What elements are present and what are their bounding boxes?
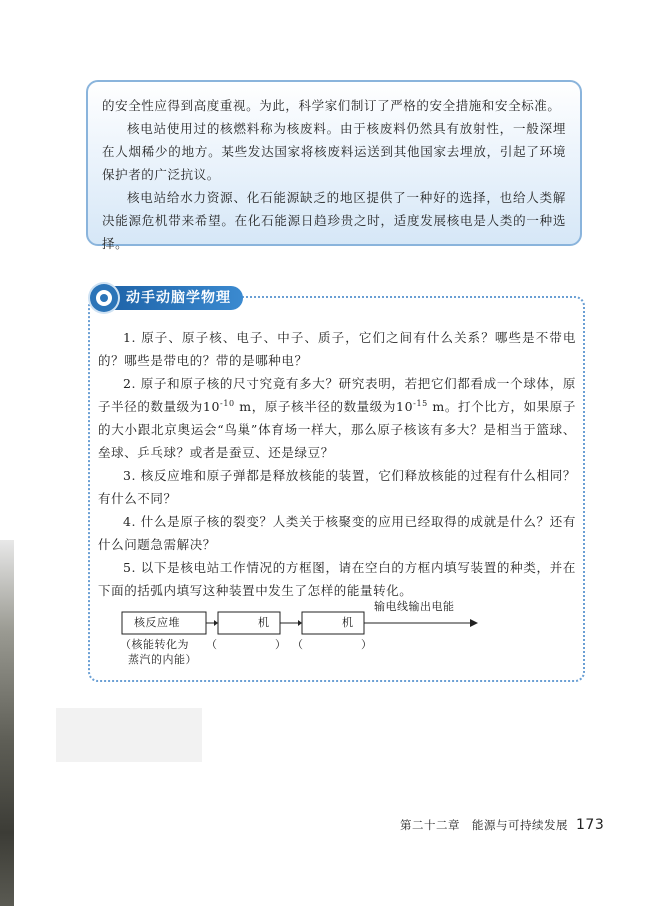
arrow-head xyxy=(214,620,218,626)
question-5: 5. 以下是核电站工作情况的方框图，请在空白的方框内填写装置的种类，并在下面的括弧内填写这种装置中发生了怎样的能量转化。 xyxy=(98,560,576,598)
question-4: 4. 什么是原子核的裂变？人类关于核聚变的应用已经取得的成就是什么？还有什么问题急需解决？ xyxy=(98,514,576,552)
question-1: 1. 原子、原子核、电子、中子、质子，它们之间有什么关系？哪些是不带电的？哪些是带电的？带的是哪种电？ xyxy=(98,330,576,368)
page-edge-photo-strip xyxy=(0,540,14,906)
question-2: 2. 原子和原子核的尺寸究竟有多大？研究表明，若把它们都看成一个球体，原子半径的数量级为$10^{-10}$ m，原子核半径的数量级为$10^{-15}$ m。打个比方，如果原子的大小跟北京奥运会“鸟巢”体育场一样大，那么原子核该有多大？是相当于篮球、垒球、乒乓球？或者是蚕豆、还是绿豆？ xyxy=(98,376,577,460)
target-icon xyxy=(90,284,118,312)
page-footer xyxy=(400,817,604,833)
machine-label-2: 机 xyxy=(342,616,354,629)
machine-box-1 xyxy=(218,612,280,634)
reactor-label: 核反应堆 xyxy=(134,616,180,629)
blank-paren-2: （ ） xyxy=(292,638,373,651)
reading-paragraph: 的安全性应得到高度重视。为此，科学家们制订了严格的安全措施和安全标准。 xyxy=(102,98,561,113)
question-list xyxy=(98,326,576,602)
reactor-note: （核能转化为 xyxy=(120,638,189,651)
page-number: 173 xyxy=(576,817,605,833)
machine-box-2 xyxy=(302,612,364,634)
power-plant-flow-diagram xyxy=(120,598,490,672)
reading-box xyxy=(86,80,582,251)
activity-title: 动手动脑学物理 xyxy=(108,286,243,310)
reading-paragraph: 核电站给水力资源、化石能源缺乏的地区提供了一种好的选择，也给人类解决能源危机带来希望。在化石能源日趋珍贵之时，适度发展核电是人类的一种选择。 xyxy=(102,190,566,251)
blank-paren-1: （ ） xyxy=(206,638,287,651)
reactor-note-2: 蒸汽的内能） xyxy=(128,653,197,666)
arrow-head xyxy=(298,620,302,626)
question-3: 3. 核反应堆和原子弹都是释放核能的装置，它们释放核能的过程有什么相同？有什么不同？ xyxy=(98,468,576,506)
reading-paragraph: 核电站使用过的核燃料称为核废料。由于核废料仍然具有放射性，一般深埋在人烟稀少的地方。某些发达国家将核废料运送到其他国家去埋放，引起了环境保护者的广泛抗议。 xyxy=(102,121,566,182)
machine-label-1: 机 xyxy=(258,616,270,629)
arrow-head xyxy=(470,619,478,627)
shaded-block xyxy=(56,708,202,762)
activity-header xyxy=(90,283,243,313)
output-label: 输电线输出电能 xyxy=(374,600,455,613)
chapter-title: 第二十二章 能源与可持续发展 xyxy=(400,818,568,832)
